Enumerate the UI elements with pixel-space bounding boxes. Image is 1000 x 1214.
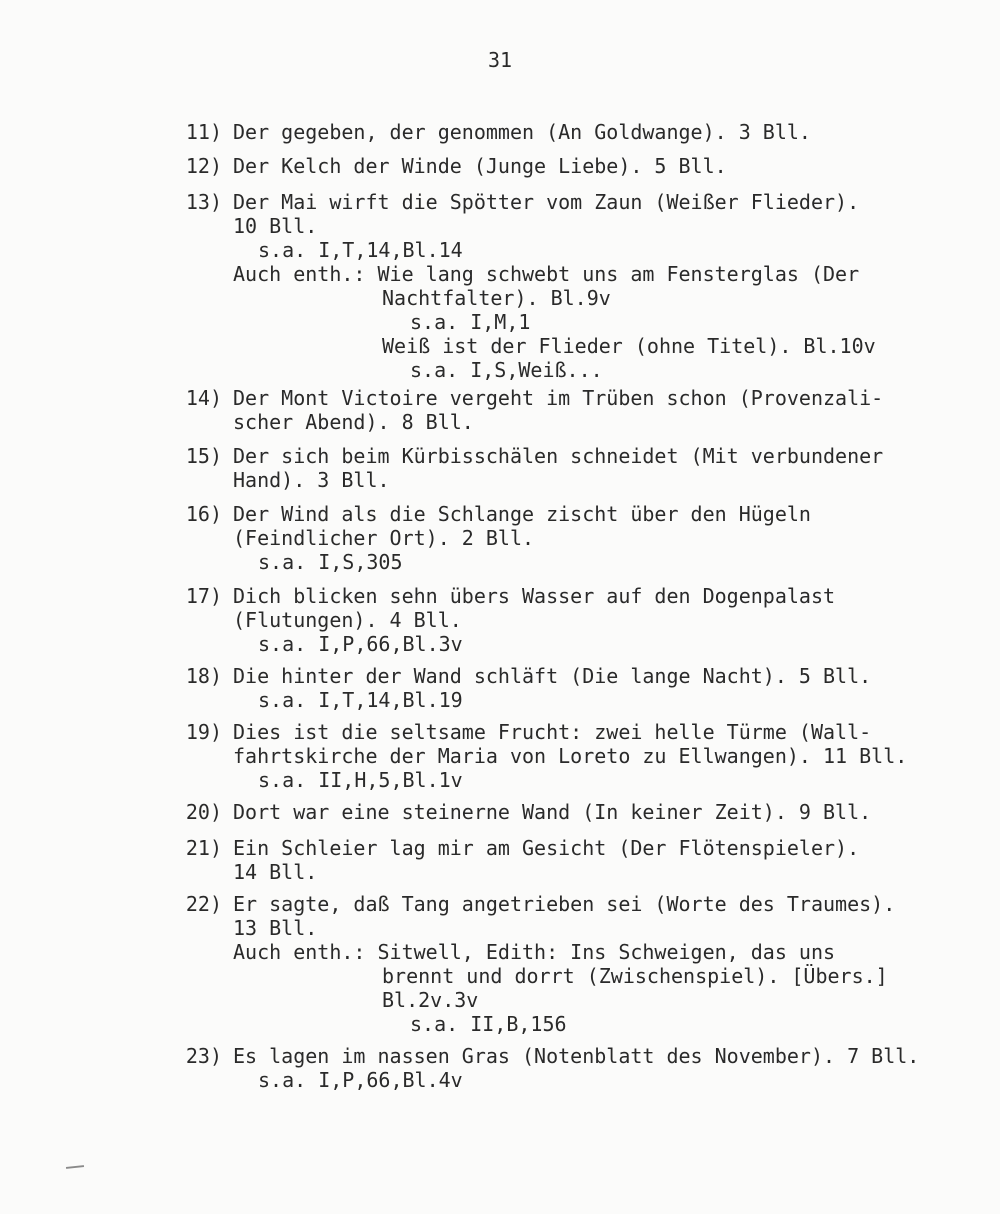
also-contains-line: Auch enth.: Wie lang schwebt uns am Fensterglas (Der xyxy=(233,262,860,286)
entry-line: fahrtskirche der Maria von Loreto zu Ellwangen). 11 Bll. xyxy=(233,744,908,768)
cross-reference: s.a. I,P,66,Bl.4v xyxy=(258,1068,463,1092)
entry-line: Ein Schleier lag mir am Gesicht (Der Flötenspieler). xyxy=(233,836,860,860)
entry-line: Er sagte, daß Tang angetrieben sei (Worte des Traumes). xyxy=(233,892,896,916)
entry-number: 20) xyxy=(185,800,222,824)
cross-reference: s.a. I,T,14,Bl.19 xyxy=(258,688,463,712)
entry-line: 10 Bll. xyxy=(233,214,318,238)
stray-mark xyxy=(66,1165,84,1169)
entry-number: 17) xyxy=(185,584,222,608)
entry-number: 13) xyxy=(185,190,222,214)
also-contains-line: Auch enth.: Sitwell, Edith: Ins Schweigen, das uns xyxy=(233,940,836,964)
entry-number: 14) xyxy=(185,386,222,410)
page-number: 31 xyxy=(487,48,513,72)
entry-number: 23) xyxy=(185,1044,222,1068)
entry-number: 15) xyxy=(185,444,222,468)
entry-line: Dort war eine steinerne Wand (In keiner Zeit). 9 Bll. xyxy=(233,800,872,824)
entry-line: Hand). 3 Bll. xyxy=(233,468,390,492)
also-contains-line: Weiß ist der Flieder (ohne Titel). Bl.10v xyxy=(382,334,876,358)
cross-reference: s.a. I,S,Weiß... xyxy=(410,358,603,382)
also-contains-line: Bl.2v.3v xyxy=(382,988,479,1012)
entry-line: Der Wind als die Schlange zischt über den Hügeln xyxy=(233,502,811,526)
cross-reference: s.a. II,H,5,Bl.1v xyxy=(258,768,463,792)
entry-line: Der sich beim Kürbisschälen schneidet (Mit verbundener xyxy=(233,444,884,468)
also-contains-line: brennt und dorrt (Zwischenspiel). [Übers.] xyxy=(382,964,888,988)
entry-number: 11) xyxy=(185,120,222,144)
entry-number: 19) xyxy=(185,720,222,744)
cross-reference: s.a. I,M,1 xyxy=(410,310,531,334)
entry-number: 22) xyxy=(185,892,222,916)
cross-reference: s.a. II,B,156 xyxy=(410,1012,567,1036)
entry-line: Es lagen im nassen Gras (Notenblatt des November). 7 Bll. xyxy=(233,1044,920,1068)
entry-line: Der Kelch der Winde (Junge Liebe). 5 Bll. xyxy=(233,154,727,178)
entry-number: 16) xyxy=(185,502,222,526)
entry-line: (Flutungen). 4 Bll. xyxy=(233,608,462,632)
entry-line: scher Abend). 8 Bll. xyxy=(233,410,474,434)
entry-line: Dies ist die seltsame Frucht: zwei helle Türme (Wall- xyxy=(233,720,872,744)
entry-number: 18) xyxy=(185,664,222,688)
cross-reference: s.a. I,T,14,Bl.14 xyxy=(258,238,463,262)
entry-line: (Feindlicher Ort). 2 Bll. xyxy=(233,526,535,550)
cross-reference: s.a. I,S,305 xyxy=(258,550,403,574)
entry-line: Der Mont Victoire vergeht im Trüben schon (Provenzali- xyxy=(233,386,884,410)
also-contains-line: Nachtfalter). Bl.9v xyxy=(382,286,611,310)
entry-line: 13 Bll. xyxy=(233,916,318,940)
entry-line: Die hinter der Wand schläft (Die lange Nacht). 5 Bll. xyxy=(233,664,872,688)
entry-line: Dich blicken sehn übers Wasser auf den Dogenpalast xyxy=(233,584,836,608)
entry-line: Der gegeben, der genommen (An Goldwange). 3 Bll. xyxy=(233,120,811,144)
entry-line: Der Mai wirft die Spötter vom Zaun (Weißer Flieder). xyxy=(233,190,860,214)
entry-line: 14 Bll. xyxy=(233,860,318,884)
entry-number: 21) xyxy=(185,836,222,860)
entry-number: 12) xyxy=(185,154,222,178)
cross-reference: s.a. I,P,66,Bl.3v xyxy=(258,632,463,656)
